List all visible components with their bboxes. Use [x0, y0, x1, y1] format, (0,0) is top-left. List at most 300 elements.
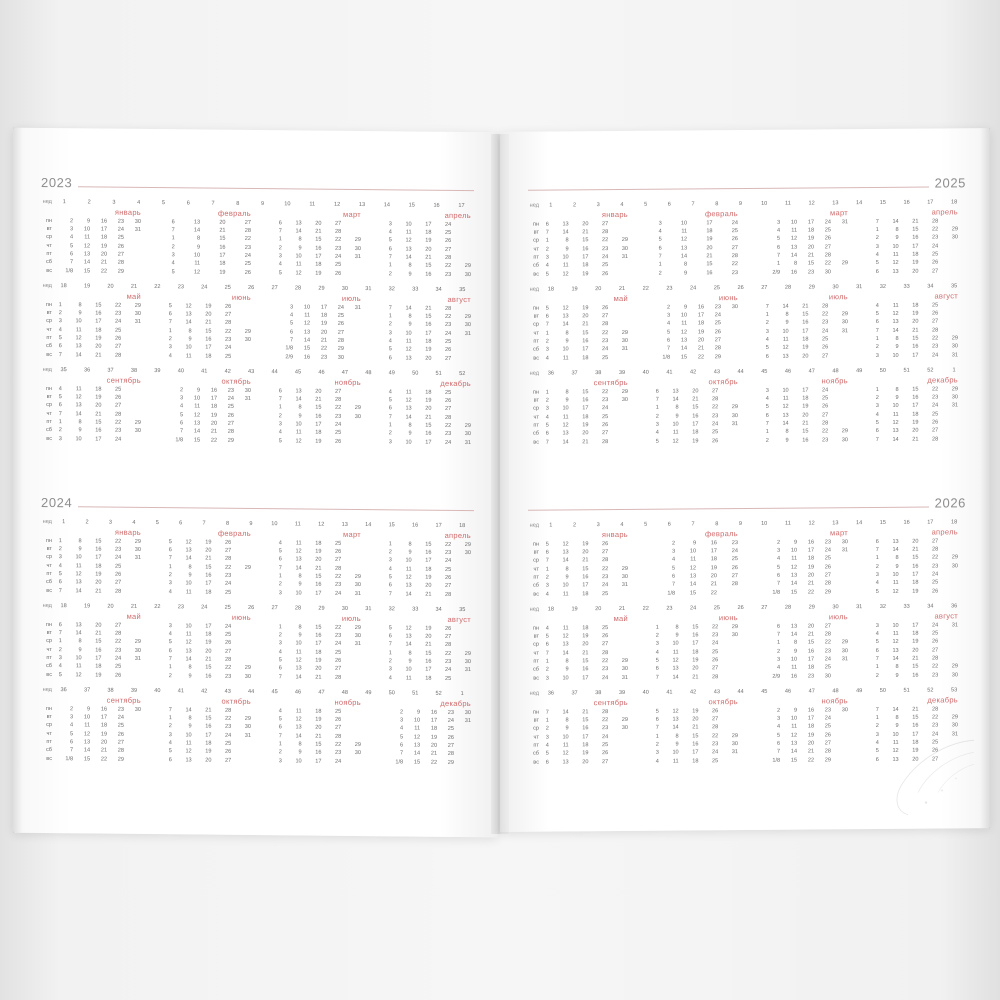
- day-cell: 15: [807, 639, 815, 646]
- weekday-label: [748, 312, 759, 320]
- weekday-label: [371, 414, 382, 422]
- day-cell: 15: [83, 756, 91, 763]
- day-cell: 31: [841, 327, 848, 334]
- day-cell: 11: [405, 389, 412, 396]
- day-cell: 11: [681, 320, 688, 327]
- weekday-label: вс: [533, 271, 539, 278]
- day-cell: [938, 571, 958, 579]
- week-number: 38: [595, 690, 602, 697]
- day-cell: 11: [84, 722, 91, 729]
- day-cell: 20: [912, 428, 919, 435]
- day-cell: 30: [244, 724, 251, 731]
- day-cell: 27: [731, 244, 738, 251]
- day-cell: [831, 589, 848, 597]
- day-cell: [938, 327, 958, 335]
- week-number: 33: [903, 603, 910, 610]
- day-cell: 2: [545, 666, 549, 673]
- day-cell: [938, 630, 958, 638]
- week-number: 45: [271, 689, 278, 696]
- weekday-label: [748, 354, 759, 362]
- day-cell: 22: [931, 335, 939, 342]
- day-cell: 8: [78, 302, 82, 309]
- day-cell: 5: [875, 748, 879, 755]
- weekday-label: сб: [532, 262, 539, 270]
- day-cell: 7: [58, 351, 62, 358]
- day-cell: 30: [841, 436, 848, 443]
- day-cell: 16: [692, 413, 699, 420]
- day-cell: [938, 538, 958, 546]
- day-cell: 20: [807, 244, 815, 251]
- week-number: 5: [644, 521, 648, 528]
- day-cell: 7: [290, 337, 294, 344]
- day-cell: 15: [790, 589, 798, 596]
- day-cell: 13: [892, 756, 899, 763]
- month-name-label: июль: [341, 614, 361, 624]
- weekday-label: [261, 733, 272, 741]
- day-cell: 20: [95, 579, 102, 586]
- day-cell: 27: [714, 337, 722, 344]
- day-cell: 16: [582, 397, 589, 404]
- day-cell: 13: [405, 633, 412, 640]
- day-cell: 14: [672, 396, 679, 403]
- day-cell: 4: [58, 663, 62, 670]
- month-grid: [41, 622, 141, 681]
- weekday-label: [261, 624, 272, 632]
- weekday-label: [748, 758, 759, 766]
- day-cell: 2/9: [772, 269, 781, 276]
- month-name-label: февраль: [704, 529, 738, 539]
- day-cell: 12: [562, 750, 569, 757]
- weekday-label: [371, 658, 382, 666]
- day-cell: 11: [75, 663, 82, 670]
- day-cell: 13: [405, 246, 412, 253]
- day-cell: 23: [931, 722, 939, 729]
- month-block: [528, 210, 628, 279]
- weekday-label: [748, 270, 759, 278]
- day-cell: [341, 439, 361, 448]
- weekday-label: [261, 220, 272, 228]
- day-cell: 19: [912, 419, 919, 426]
- day-cell: 1: [168, 327, 172, 334]
- day-cell: 12: [782, 404, 789, 411]
- week-number: 11: [785, 200, 791, 207]
- day-cell: 25: [114, 327, 122, 334]
- weekday-label: пт: [533, 338, 539, 345]
- weekday-label: [151, 707, 162, 715]
- day-cell: 8: [408, 422, 412, 429]
- day-cell: [234, 404, 251, 412]
- day-cell: [608, 439, 628, 447]
- day-cell: 26: [821, 403, 829, 410]
- day-cell: 24: [931, 571, 939, 578]
- day-cell: 16: [807, 707, 815, 714]
- day-cell: 1/8: [772, 589, 781, 596]
- day-cell: 20: [582, 221, 589, 228]
- day-cell: 8: [793, 260, 798, 267]
- calendar-row: [41, 672, 141, 681]
- weekday-label: [261, 236, 272, 244]
- day-cell: 11: [562, 355, 569, 362]
- day-cell: 8: [188, 328, 192, 335]
- month-block: [261, 293, 361, 363]
- day-cell: 2: [545, 397, 549, 404]
- weekday-label: [371, 355, 382, 363]
- day-cell: [831, 757, 848, 765]
- day-cell: [451, 347, 471, 356]
- day-cell: 21: [692, 396, 699, 403]
- day-cell: 16: [710, 540, 718, 547]
- weekday-label: вс: [46, 351, 52, 358]
- day-cell: 22: [601, 565, 609, 572]
- day-cell: [124, 731, 141, 739]
- weekday-label: [858, 715, 869, 723]
- day-cell: 29: [244, 564, 251, 571]
- day-cell: 19: [912, 588, 919, 595]
- day-cell: 19: [807, 732, 815, 739]
- day-cell: 21: [582, 557, 589, 564]
- day-cell: 2: [545, 725, 549, 733]
- day-cell: [341, 430, 361, 439]
- day-cell: [121, 436, 141, 445]
- day-cell: 28: [931, 655, 939, 662]
- day-cell: 1: [168, 563, 172, 570]
- weekday-label: [371, 238, 382, 246]
- day-cell: 10: [413, 717, 421, 724]
- day-cell: [231, 757, 251, 766]
- day-cell: 12: [689, 565, 697, 572]
- weekday-label: [858, 420, 869, 428]
- week-number: 49: [388, 370, 395, 377]
- week-number: 22: [642, 285, 649, 292]
- day-cell: 18: [430, 726, 438, 733]
- day-cell: 5: [655, 657, 659, 664]
- weekday-label: пн: [532, 389, 539, 396]
- week-number: 19: [571, 606, 578, 613]
- weekday-label: пт: [533, 574, 539, 581]
- month-name-label: апрель: [444, 531, 471, 541]
- day-cell: 7: [875, 706, 879, 713]
- month-grid: [858, 538, 958, 597]
- day-cell: 8: [298, 573, 302, 580]
- day-cell: [608, 549, 628, 557]
- day-cell: 9: [785, 437, 789, 444]
- day-cell: 28: [824, 631, 832, 638]
- day-cell: 7: [168, 319, 172, 326]
- day-cell: 23: [711, 412, 719, 420]
- day-cell: 4: [545, 414, 549, 421]
- day-cell: [341, 271, 361, 280]
- day-cell: 28: [114, 352, 122, 359]
- month-name-label: июнь: [718, 613, 738, 623]
- year-heading: [528, 496, 966, 515]
- weekday-label: [371, 322, 382, 330]
- day-cell: 26: [334, 716, 342, 723]
- day-cell: 17: [95, 554, 102, 561]
- week-number: 27: [271, 605, 278, 612]
- day-cell: 20: [205, 757, 212, 764]
- day-cell: 20: [219, 219, 226, 226]
- day-cell: 15: [205, 328, 212, 335]
- day-cell: 20: [210, 420, 218, 427]
- day-cell: 9: [895, 344, 899, 351]
- day-cell: [831, 724, 848, 732]
- day-cell: 5: [388, 237, 392, 244]
- day-cell: 18: [697, 320, 705, 327]
- day-cell: 11: [672, 429, 679, 436]
- day-cell: 19: [802, 344, 809, 351]
- week-number: 5: [644, 201, 648, 208]
- day-cell: 23: [444, 271, 452, 278]
- day-cell: 19: [710, 564, 718, 572]
- week-number: 27: [761, 604, 768, 611]
- day-cell: 2: [655, 413, 659, 420]
- day-cell: 24: [931, 243, 939, 250]
- weekday-label: [638, 430, 649, 438]
- day-cell: 25: [824, 555, 832, 562]
- day-cell: 1: [545, 566, 549, 573]
- day-cell: 8: [675, 624, 679, 631]
- month-name-label: ноябрь: [821, 696, 848, 706]
- day-cell: [121, 588, 141, 597]
- day-cell: 12: [405, 397, 412, 404]
- day-cell: 1: [658, 262, 662, 269]
- month-name-label: февраль: [704, 209, 738, 219]
- day-cell: 23: [444, 658, 452, 665]
- month-grid: [371, 541, 471, 600]
- week-number: 3: [596, 202, 600, 209]
- weekday-label: [261, 354, 272, 362]
- day-cell: 5: [875, 420, 879, 427]
- day-cell: [828, 387, 848, 395]
- week-number: 37: [107, 367, 114, 374]
- day-cell: 8: [565, 330, 569, 337]
- week-number: 23: [177, 604, 184, 611]
- quarter-row: [41, 527, 474, 600]
- day-cell: 27: [824, 572, 832, 579]
- day-cell: 8: [684, 261, 688, 268]
- day-cell: 22: [711, 624, 719, 631]
- day-cell: 25: [931, 251, 939, 258]
- day-cell: 3: [58, 655, 62, 662]
- day-cell: 27: [931, 647, 939, 654]
- day-cell: 4: [58, 326, 62, 333]
- weekday-label: [748, 733, 759, 741]
- day-cell: 25: [224, 353, 232, 360]
- day-cell: 22: [100, 268, 108, 275]
- day-cell: 29: [244, 665, 251, 672]
- day-cell: 9: [188, 723, 192, 730]
- day-cell: 20: [912, 268, 919, 275]
- day-cell: 8: [188, 715, 192, 722]
- week-header-label: нед: [529, 606, 539, 613]
- weekday-label: [371, 221, 382, 229]
- month-block: [41, 611, 141, 681]
- day-cell: 12: [295, 548, 302, 555]
- day-cell: 27: [114, 344, 122, 351]
- day-cell: 27: [824, 623, 832, 630]
- day-cell: [341, 709, 361, 718]
- day-cell: 27: [601, 758, 609, 765]
- day-cell: [608, 271, 628, 279]
- month-name-label: май: [126, 292, 141, 302]
- day-cell: 17: [315, 253, 322, 260]
- day-cell: 22: [731, 261, 738, 268]
- weekday-label: [151, 319, 162, 327]
- day-cell: 19: [706, 236, 713, 243]
- weekday-label: [151, 395, 162, 403]
- day-cell: 23: [714, 304, 722, 311]
- day-cell: 18: [425, 566, 432, 573]
- day-cell: 31: [951, 352, 958, 359]
- day-cell: 31: [621, 253, 628, 261]
- day-cell: 2: [655, 741, 659, 748]
- day-cell: 21: [95, 588, 102, 595]
- weekday-label: [261, 674, 272, 682]
- day-cell: [231, 312, 251, 321]
- week-number: 27: [271, 285, 278, 292]
- week-number: 49: [856, 688, 863, 695]
- day-cell: 22: [601, 717, 609, 724]
- day-cell: 10: [405, 330, 412, 337]
- day-cell: 11: [892, 580, 899, 587]
- weekday-label: чт: [533, 246, 539, 253]
- day-cell: 28: [444, 254, 452, 261]
- day-cell: 27: [117, 739, 125, 746]
- weekday-label: [261, 724, 272, 732]
- day-cell: 4: [70, 234, 74, 241]
- day-cell: [608, 541, 628, 549]
- day-cell: 11: [405, 566, 412, 573]
- day-cell: [451, 222, 471, 231]
- weekday-label: [151, 664, 162, 672]
- day-cell: 24: [334, 421, 342, 428]
- day-cell: [831, 749, 848, 757]
- day-cell: 12: [185, 539, 192, 546]
- calendar-row: [41, 756, 141, 765]
- month-grid: [748, 303, 848, 362]
- day-cell: 30: [951, 563, 958, 570]
- day-cell: 13: [892, 647, 899, 654]
- week-header-label: нед: [529, 370, 539, 377]
- weekday-label: [261, 716, 272, 724]
- calendar-row: [151, 589, 251, 598]
- day-cell: 30: [464, 659, 471, 666]
- year-rule: [528, 187, 929, 191]
- day-cell: 7: [545, 229, 549, 236]
- day-cell: 25: [444, 675, 452, 682]
- month-name-label: март: [343, 210, 361, 220]
- day-cell: 16: [912, 723, 919, 730]
- day-cell: 27: [731, 573, 738, 580]
- day-cell: 17: [912, 352, 919, 359]
- day-cell: 16: [802, 437, 809, 444]
- day-cell: [718, 649, 738, 657]
- week-number: 44: [248, 688, 255, 695]
- day-cell: 18: [425, 675, 432, 682]
- quarter-row: [528, 208, 966, 280]
- day-cell: 22: [931, 663, 939, 670]
- month-name-label: январь: [601, 210, 628, 220]
- day-cell: 1: [278, 404, 282, 411]
- day-cell: [121, 344, 141, 353]
- week-number: 45: [761, 688, 768, 695]
- week-number: 51: [435, 370, 442, 377]
- week-number: 32: [388, 286, 395, 293]
- week-number: 18: [459, 522, 466, 530]
- week-number: 14: [855, 520, 863, 527]
- day-cell: 17: [692, 421, 699, 428]
- calendar-row: [858, 588, 958, 597]
- day-cell: 8: [298, 741, 302, 748]
- year-heading: [528, 176, 966, 195]
- day-cell: 14: [562, 650, 569, 657]
- day-cell: [451, 306, 471, 315]
- day-cell: 21: [425, 305, 432, 312]
- week-number: 7: [202, 520, 206, 527]
- day-cell: [451, 558, 471, 567]
- day-cell: 22: [807, 757, 815, 764]
- day-cell: [608, 633, 628, 641]
- day-cell: 27: [931, 427, 939, 434]
- day-cell: 28: [334, 396, 342, 403]
- day-cell: 29: [337, 346, 345, 353]
- day-cell: 3: [58, 554, 62, 561]
- day-cell: 13: [83, 251, 91, 258]
- day-cell: 26: [711, 437, 719, 444]
- day-cell: 27: [224, 648, 232, 655]
- day-cell: 9: [86, 706, 91, 713]
- day-cell: 4: [388, 674, 392, 681]
- day-cell: 22: [224, 715, 232, 722]
- day-cell: 21: [582, 229, 589, 236]
- day-cell: 23: [821, 437, 829, 444]
- day-cell: [231, 573, 251, 582]
- day-cell: 21: [210, 428, 218, 436]
- day-cell: 6: [400, 742, 404, 749]
- calendar-row: [528, 439, 628, 448]
- day-cell: 24: [224, 581, 232, 588]
- day-cell: 17: [95, 436, 102, 443]
- day-cell: 30: [621, 573, 628, 581]
- week-number: 6: [179, 520, 183, 527]
- month-grid: [151, 539, 251, 598]
- week-number: 8: [715, 201, 719, 208]
- day-cell: [231, 304, 251, 313]
- day-cell: 14: [405, 641, 412, 648]
- weekday-label: [151, 311, 162, 319]
- day-cell: 13: [295, 220, 302, 227]
- day-cell: 13: [193, 219, 201, 226]
- weekday-label: [748, 421, 759, 429]
- day-cell: 17: [205, 344, 212, 351]
- day-cell: 3: [545, 346, 549, 353]
- day-cell: 8: [298, 404, 302, 411]
- day-cell: 6: [388, 354, 392, 361]
- day-cell: 19: [205, 539, 212, 546]
- day-cell: 16: [807, 648, 815, 655]
- week-number: 37: [571, 690, 578, 697]
- day-cell: 6: [278, 388, 282, 395]
- week-number: 1: [952, 367, 956, 374]
- day-cell: 15: [315, 573, 322, 580]
- week-number: 26: [248, 284, 255, 291]
- weekday-label: сб: [45, 259, 52, 266]
- day-cell: 12: [75, 671, 82, 679]
- day-cell: [341, 221, 361, 230]
- week-number: 31: [856, 284, 863, 291]
- day-cell: 15: [680, 354, 688, 361]
- weekday-label: [638, 346, 649, 354]
